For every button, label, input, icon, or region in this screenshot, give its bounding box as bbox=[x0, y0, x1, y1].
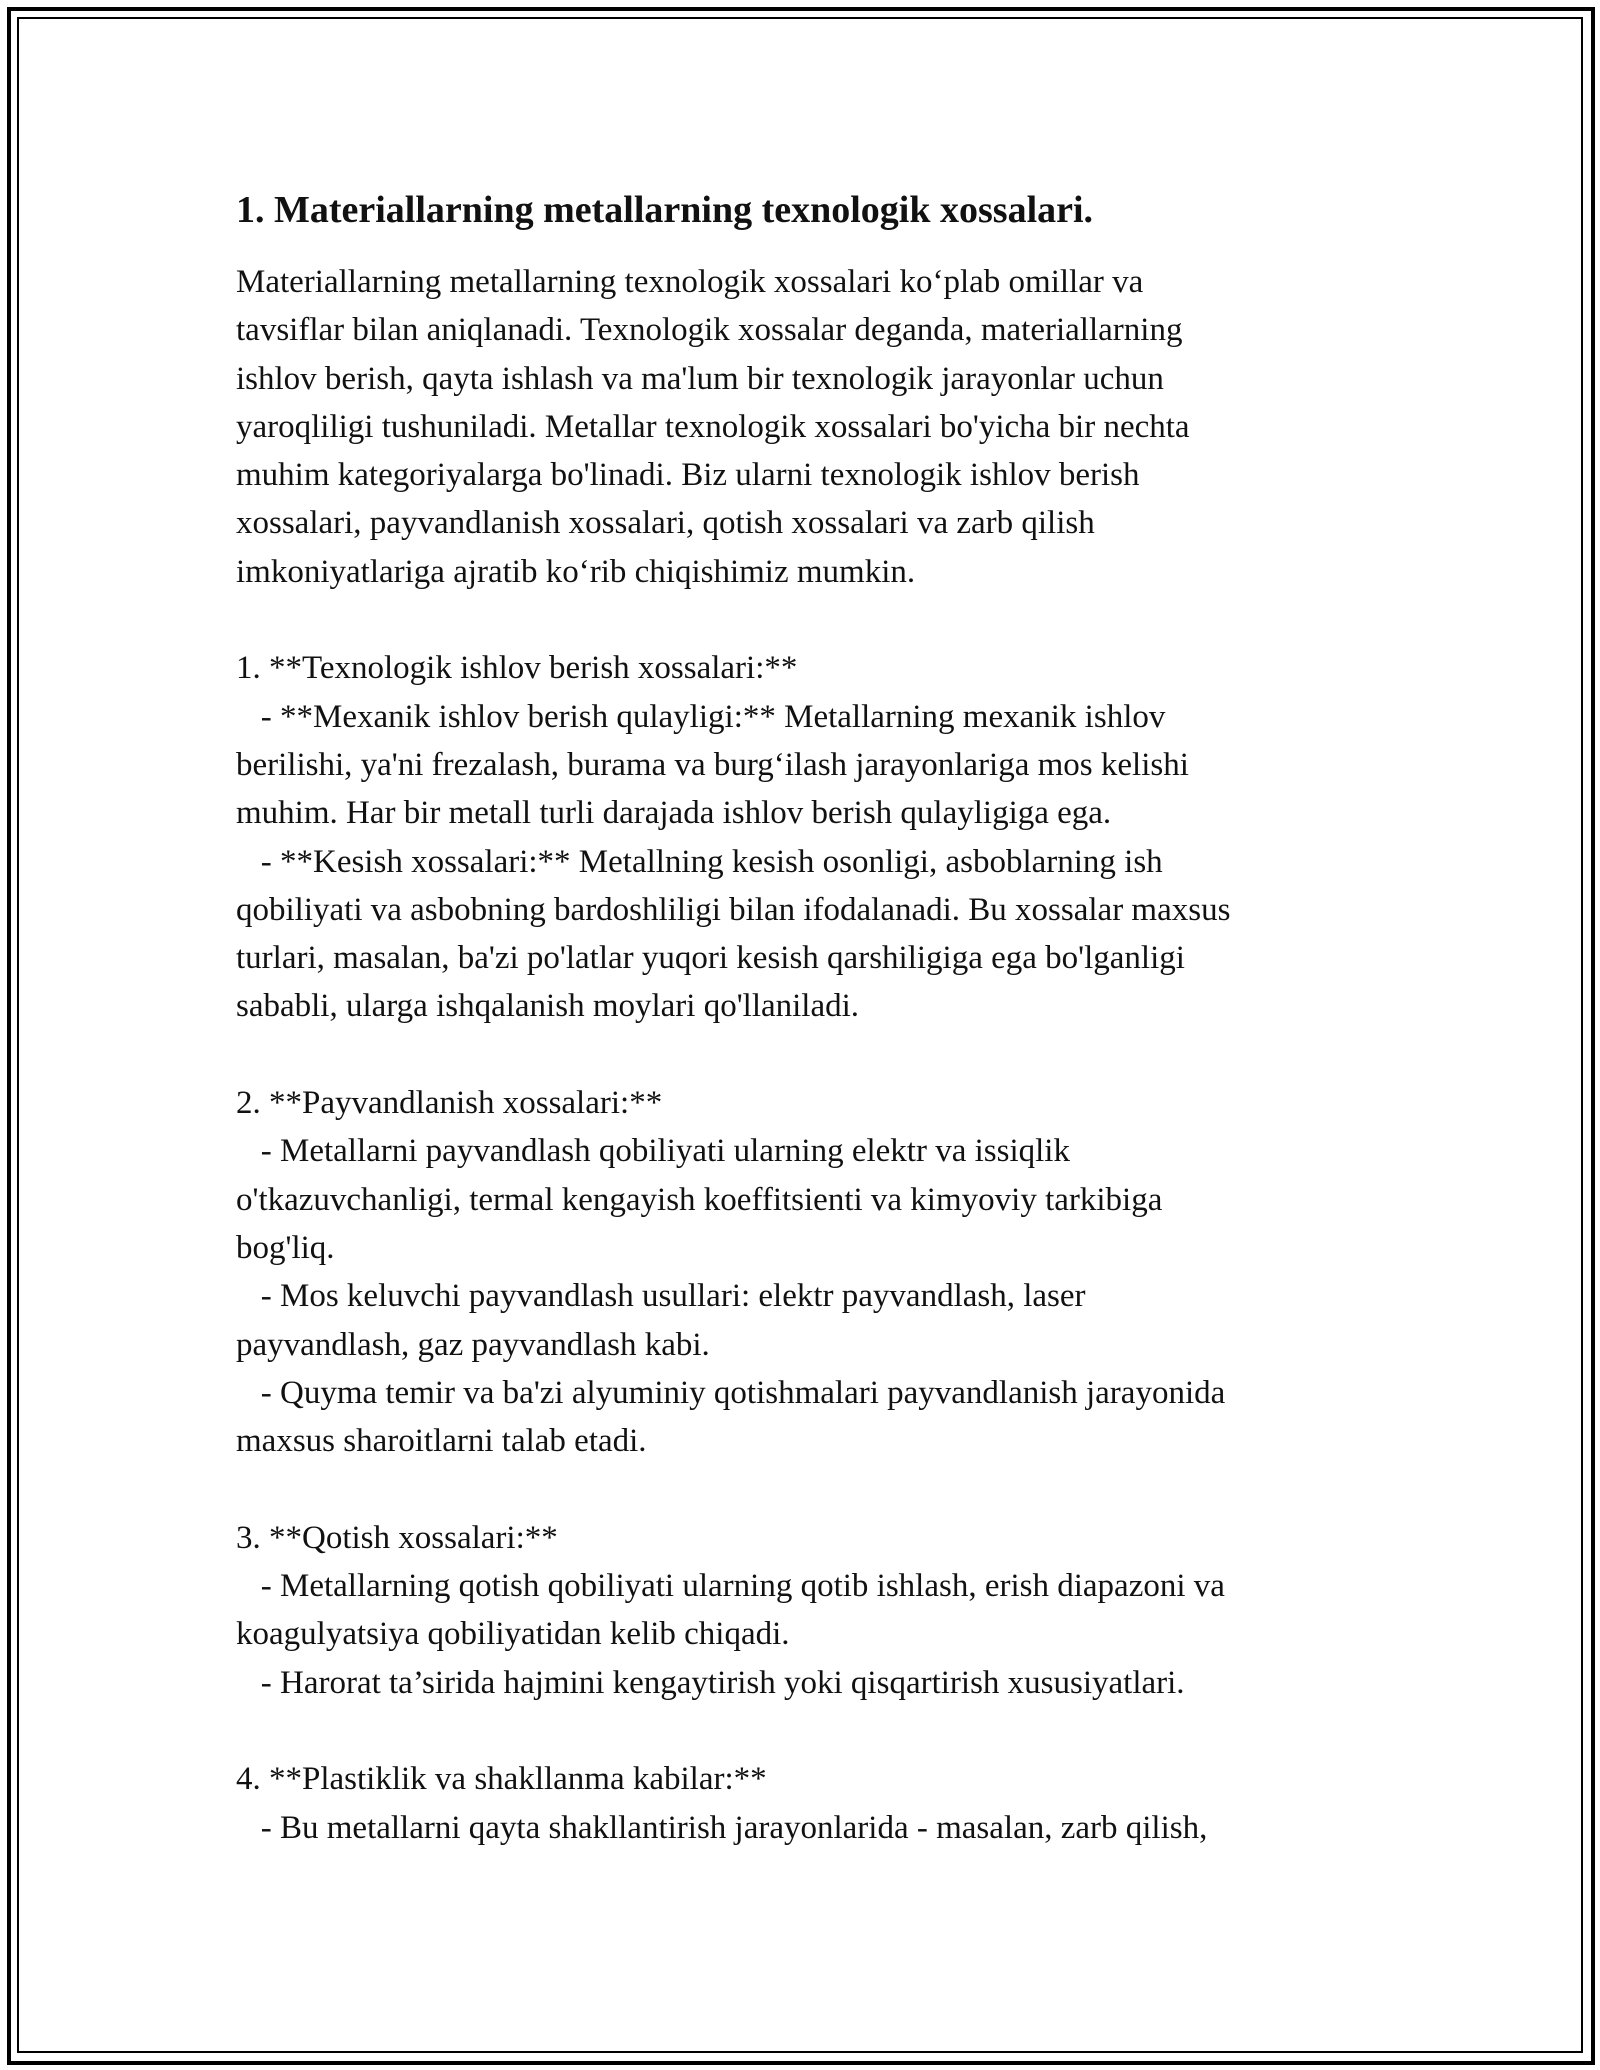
text-line: - Metallarning qotish qobiliyati ularning qotib ishlash, erish diapazoni va bbox=[236, 1568, 1225, 1605]
text-line: o'tkazuvchanligi, termal kengayish koeffitsienti va kimyoviy tarkibiga bbox=[236, 1181, 1163, 1218]
text-line: maxsus sharoitlarni talab etadi. bbox=[236, 1423, 647, 1460]
text-line: - Harorat ta’sirida hajmini kengaytirish yoki qisqartirish xususiyatlari. bbox=[236, 1664, 1185, 1701]
document-body bbox=[236, 186, 1366, 1852]
text-line: - Mos keluvchi payvandlash usullari: elektr payvandlash, laser bbox=[236, 1278, 1086, 1315]
document-text bbox=[236, 258, 1366, 1852]
text-line: payvandlash, gaz payvandlash kabi. bbox=[236, 1326, 710, 1363]
text-line: - Bu metallarni qayta shakllantirish jarayonlarida - masalan, zarb qilish, bbox=[236, 1809, 1208, 1846]
document-title: 1. Materiallarning metallarning texnologik xossalari. bbox=[236, 189, 1094, 231]
text-line: yaroqliligi tushuniladi. Metallar texnologik xossalari bo'yicha bir nechta bbox=[236, 408, 1190, 445]
text-line: turlari, masalan, ba'zi po'latlar yuqori kesish qarshiligiga ega bo'lganligi bbox=[236, 940, 1185, 977]
text-line: imkoniyatlariga ajratib ko‘rib chiqishimiz mumkin. bbox=[236, 553, 916, 590]
text-line: - **Mexanik ishlov berish qulayligi:** Metallarning mexanik ishlov bbox=[236, 698, 1166, 735]
text-line: 1. **Texnologik ishlov berish xossalari:** bbox=[236, 650, 798, 687]
text-line: 2. **Payvandlanish xossalari:** bbox=[236, 1085, 663, 1122]
blank-line bbox=[236, 596, 1366, 644]
text-line: sababli, ularga ishqalanish moylari qo'llaniladi. bbox=[236, 988, 860, 1025]
text-line: muhim kategoriyalarga bo'linadi. Biz ularni texnologik ishlov berish bbox=[236, 457, 1140, 494]
text-line: koagulyatsiya qobiliyatidan kelib chiqadi. bbox=[236, 1616, 790, 1653]
text-line: berilishi, ya'ni frezalash, burama va burg‘ilash jarayonlariga mos kelishi bbox=[236, 746, 1189, 783]
text-line: muhim. Har bir metall turli darajada ishlov berish qulayligiga ega. bbox=[236, 795, 1112, 832]
text-line: xossalari, payvandlanish xossalari, qotish xossalari va zarb qilish bbox=[236, 505, 1095, 542]
text-line: bog'liq. bbox=[236, 1229, 335, 1266]
blank-line bbox=[236, 1031, 1366, 1079]
text-line: Materiallarning metallarning texnologik xossalari ko‘plab omillar va bbox=[236, 264, 1144, 300]
text-line: 3. **Qotish xossalari:** bbox=[236, 1519, 558, 1556]
text-line: ishlov berish, qayta ishlash va ma'lum bir texnologik jarayonlar uchun bbox=[236, 360, 1164, 397]
text-line: - **Kesish xossalari:** Metallning kesish osonligi, asboblarning ish bbox=[236, 843, 1163, 880]
text-line: tavsiflar bilan aniqlanadi. Texnologik xossalar deganda, materiallarning bbox=[236, 312, 1183, 349]
text-line: - Metallarni payvandlash qobiliyati ularning elektr va issiqlik bbox=[236, 1133, 1070, 1170]
text-line: qobiliyati va asbobning bardoshliligi bilan ifodalanadi. Bu xossalar maxsus bbox=[236, 891, 1231, 928]
text-line: 4. **Plastiklik va shakllanma kabilar:** bbox=[236, 1761, 767, 1798]
blank-line bbox=[236, 1465, 1366, 1513]
text-line: - Quyma temir va ba'zi alyuminiy qotishmalari payvandlanish jarayonida bbox=[236, 1374, 1226, 1411]
blank-line bbox=[236, 1707, 1366, 1755]
